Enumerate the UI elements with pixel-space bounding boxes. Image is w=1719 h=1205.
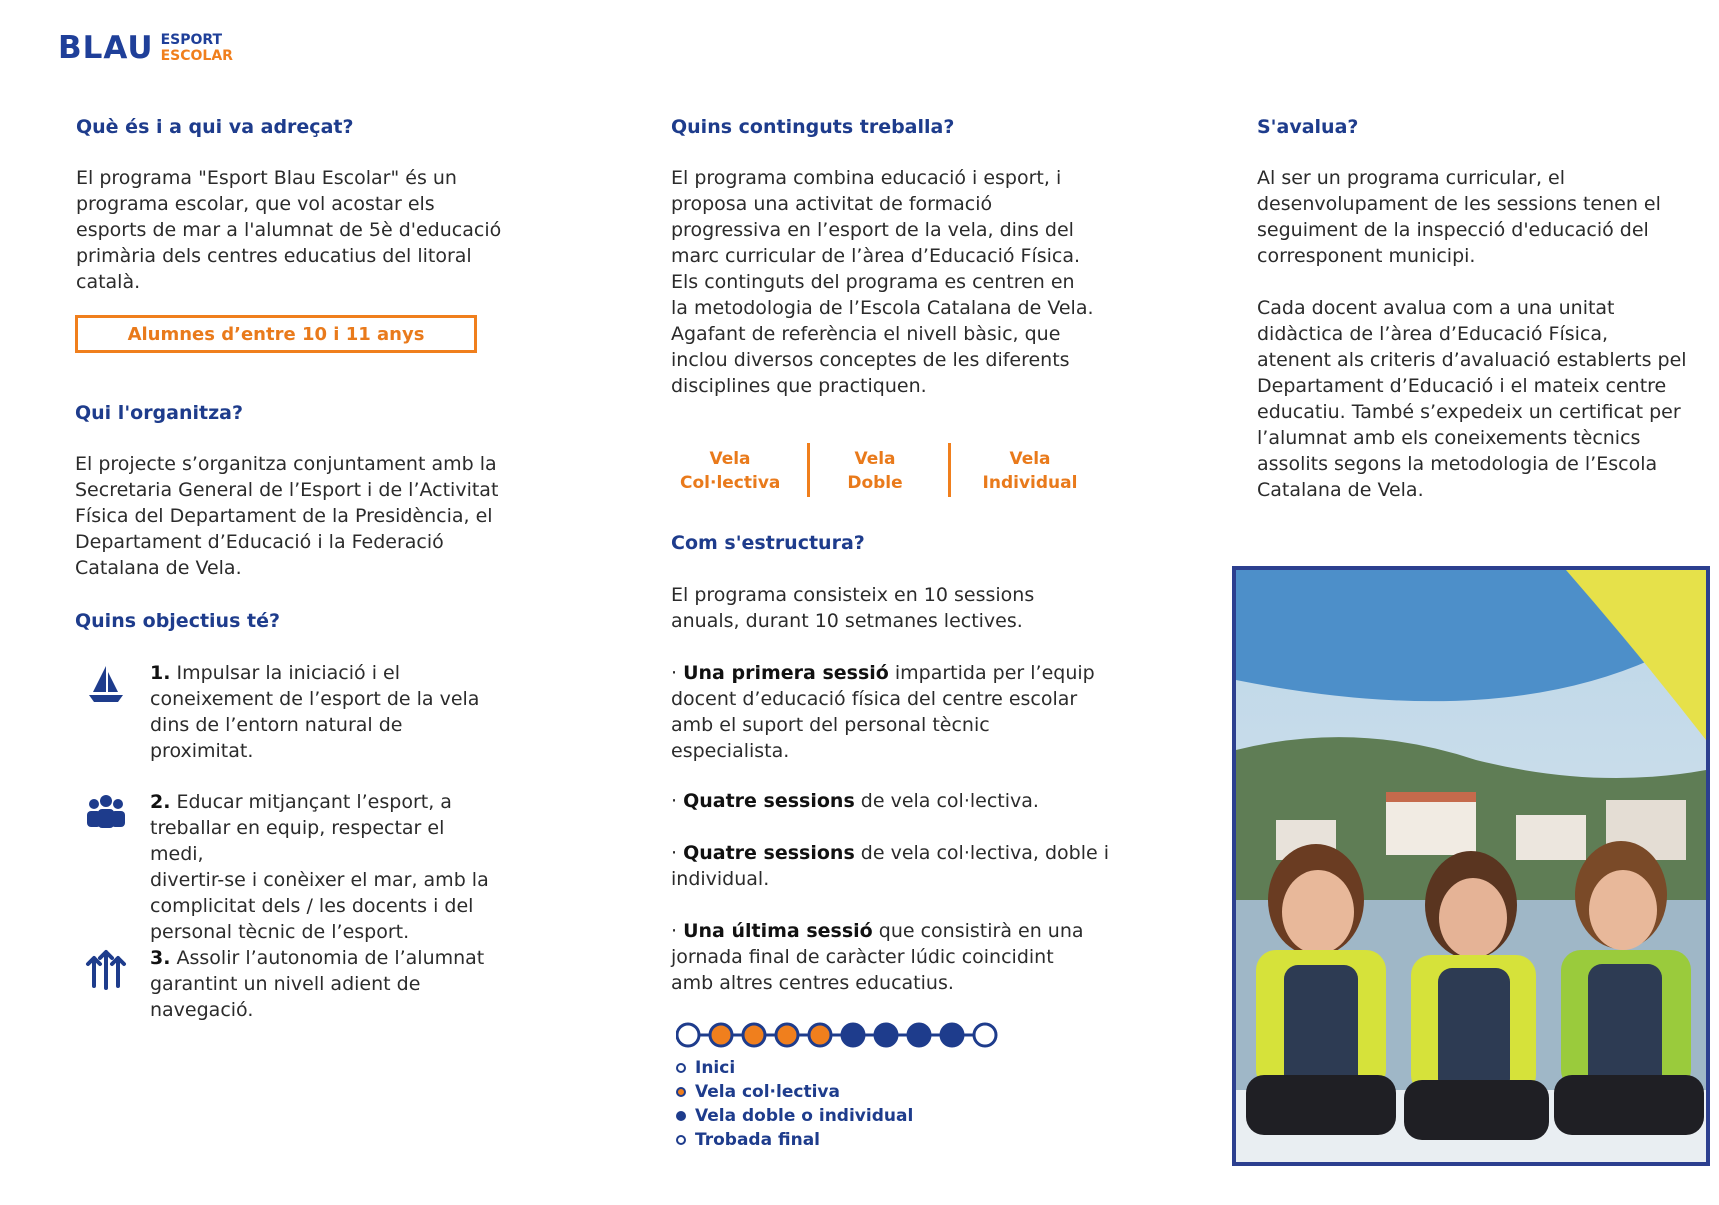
timeline-session-dot bbox=[677, 1024, 699, 1046]
vela-collectiva: Vela Col·lectiva bbox=[680, 449, 781, 493]
paragraph-evaluation-2: Cada docent avalua com a una unitat didàctica de l’àrea d’Educació Física, atenent als criteris d’avaluació establerts pel Departament d’Educació i el mateix centre educatiu. També s’expedeix un certificat per l’alumnat amb els coneixements tècnics assolits segons la metodologia de l’Escola Catalana de Vela. bbox=[1257, 297, 1687, 501]
paragraph-what-is: El programa "Esport Blau Escolar" és un programa escolar, que vol acostar els esports de mar a l'alumnat de 5è d'educació primària dels centres educatius del litoral català. bbox=[76, 167, 502, 293]
heading-organizer: Qui l'organitza? bbox=[75, 402, 244, 424]
heading-objectives: Quins objectius té? bbox=[75, 610, 280, 632]
sailboat-icon bbox=[84, 662, 128, 706]
heading-contents: Quins continguts treballa? bbox=[671, 116, 955, 138]
legend-item: Vela col·lectiva bbox=[676, 1080, 913, 1104]
timeline-session-dot bbox=[776, 1024, 798, 1046]
legend-dot-empty bbox=[676, 1063, 686, 1073]
legend-item: Inici bbox=[676, 1056, 913, 1080]
objective-2: 2. Educar mitjançant l’esport, a treballar en equip, respectar el medi, divertir-se i conèixer el mar, amb la complicitat dels / les docents i del personal tècnic de l’esport. bbox=[150, 791, 489, 943]
paragraph-organizer: El projecte s’organitza conjuntament amb la Secretaria General de l’Esport i de l’Activitat Física del Departament de la Presidència, el Departament d’Educació i la Federació Catalana de Vela. bbox=[75, 453, 499, 579]
logo-sub bbox=[161, 32, 233, 64]
timeline-session-dot bbox=[842, 1024, 864, 1046]
timeline-session-dot bbox=[974, 1024, 996, 1046]
paragraph-evaluation-1: Al ser un programa curricular, el desenvolupament de les sessions tenen el seguiment de la inspecció d'educació del corresponent municipi. bbox=[1257, 167, 1661, 267]
timeline-session-dot bbox=[941, 1024, 963, 1046]
logo-sub-2: ESCOLAR bbox=[160, 48, 233, 64]
legend-item: Vela doble o individual bbox=[676, 1104, 913, 1128]
timeline-session-dot bbox=[875, 1024, 897, 1046]
timeline-session-dot bbox=[743, 1024, 765, 1046]
bullet-four-sessions-1: · Quatre sessions de vela col·lectiva. bbox=[671, 790, 1039, 812]
bullet-four-sessions-2: · Quatre sessions de vela col·lectiva, doble i individual. bbox=[671, 842, 1110, 890]
vela-doble: Vela Doble bbox=[847, 449, 903, 493]
heading-what-is: Què és i a qui va adreçat? bbox=[76, 116, 354, 138]
timeline-session-dot bbox=[710, 1024, 732, 1046]
timeline-session-dot bbox=[908, 1024, 930, 1046]
sailing-photo bbox=[1232, 566, 1710, 1166]
group-icon bbox=[84, 790, 128, 834]
arrows-up-icon bbox=[84, 946, 128, 990]
divider bbox=[807, 443, 810, 497]
session-timeline bbox=[676, 1020, 1016, 1050]
vela-individual: Vela Individual bbox=[982, 449, 1078, 493]
legend-item: Trobada final bbox=[676, 1128, 913, 1152]
bullet-last-session: · Una última sessió que consistirà en una jornada final de caràcter lúdic coincidint amb altres centres educatius. bbox=[671, 920, 1084, 994]
heading-evaluation: S'avalua? bbox=[1257, 116, 1359, 138]
bullet-first-session: · Una primera sessió impartida per l’equip docent d’educació física del centre escolar amb el suport del personal tècnic especialista. bbox=[671, 662, 1095, 762]
objective-3: 3. Assolir l’autonomia de l’alumnat garantint un nivell adient de navegació. bbox=[150, 947, 485, 1021]
paragraph-structure: El programa consisteix en 10 sessions anuals, durant 10 setmanes lectives. bbox=[671, 584, 1035, 632]
logo bbox=[58, 30, 233, 66]
timeline-legend bbox=[676, 1056, 913, 1152]
paragraph-contents: El programa combina educació i esport, i proposa una activitat de formació progressiva en l’esport de la vela, dins del marc curricular de l’àrea d’Educació Física. Els continguts del programa es centren en la metodologia de l’Escola Catalana de Vela. Agafant de referència el nivell bàsic, que inclou diversos conceptes de les diferents disciplines que practiquen. bbox=[671, 167, 1094, 397]
heading-structure: Com s'estructura? bbox=[671, 532, 865, 554]
logo-sub-1: ESPORT bbox=[160, 32, 223, 48]
timeline-session-dot bbox=[809, 1024, 831, 1046]
objective-1: 1. Impulsar la iniciació i el coneixement de l’esport de la vela dins de l’entorn natural de proximitat. bbox=[150, 662, 480, 762]
divider bbox=[948, 443, 951, 497]
legend-dot-navy bbox=[676, 1111, 686, 1121]
logo-main: BLAU bbox=[58, 30, 154, 66]
age-range-box: Alumnes d’entre 10 i 11 anys bbox=[75, 315, 477, 353]
legend-dot-orange bbox=[676, 1087, 686, 1097]
legend-dot-empty bbox=[676, 1135, 686, 1145]
